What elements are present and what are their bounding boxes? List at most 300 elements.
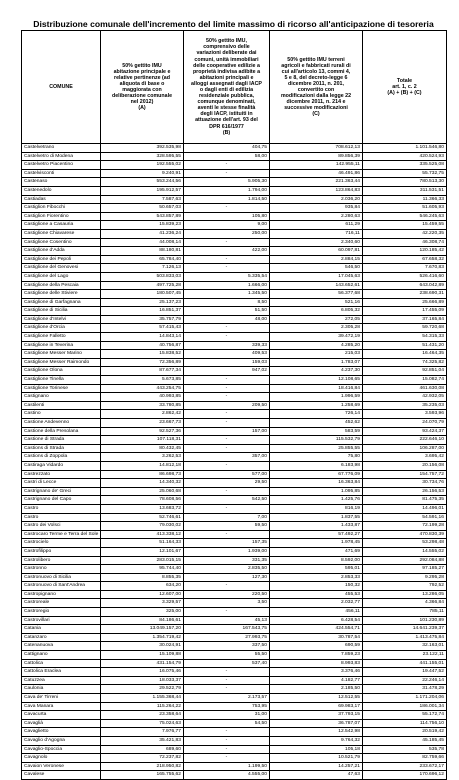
cell-col-b: 167.543,75 xyxy=(184,625,270,634)
cell-col-b: 1.345,50 xyxy=(184,290,270,299)
cell-total: 24.070,79 xyxy=(363,419,447,428)
cell-col-a: 107.118,31 xyxy=(101,436,184,445)
cell-col-b: 59,50 xyxy=(184,522,270,531)
cell-col-b: - xyxy=(184,204,270,213)
cell-comune: Cattignano xyxy=(22,651,101,660)
cell-col-b: 753,95 xyxy=(184,702,270,711)
cell-total: 20.519,42 xyxy=(363,728,447,737)
cell-comune: Castiglione della Pescaia xyxy=(22,281,101,290)
cell-comune: Castiglione Torinese xyxy=(22,384,101,393)
cell-col-a: 33.780,85 xyxy=(101,401,184,410)
cell-col-a: 13.683,72 xyxy=(101,504,184,513)
cell-comune: Castelvetro Piacentino xyxy=(22,161,101,170)
table-row xyxy=(22,633,447,642)
cell-col-b: - xyxy=(184,169,270,178)
cell-col-a: 7.126,13 xyxy=(101,264,184,273)
table-row xyxy=(22,513,447,522)
table-row xyxy=(22,272,447,281)
cell-col-c: 17.045,63 xyxy=(270,272,363,281)
cell-col-c: 9.764,32 xyxy=(270,736,363,745)
cell-col-a: 79.030,02 xyxy=(101,522,184,531)
cell-col-c: 424.554,71 xyxy=(270,625,363,634)
cell-col-b: 1.794,00 xyxy=(184,186,270,195)
cell-total: 32.163,01 xyxy=(363,642,447,651)
cell-col-a: 115.264,22 xyxy=(101,702,184,711)
cell-comune: Castrolibero xyxy=(22,556,101,565)
cell-col-c: 6.805,32 xyxy=(270,307,363,316)
table-row xyxy=(22,745,447,754)
cell-comune: Castronuovo di Sicilia xyxy=(22,573,101,582)
cell-col-c: 583,59 xyxy=(270,427,363,436)
cell-total: 25.666,89 xyxy=(363,298,447,307)
table-row xyxy=(22,264,447,273)
cell-col-b: - xyxy=(184,333,270,342)
cell-comune: Castiglione Messer Raimondo xyxy=(22,358,101,367)
cell-col-a: 86.698,73 xyxy=(101,470,184,479)
cell-col-c: 105,18 xyxy=(270,745,363,754)
cell-col-c: 3.376,46 xyxy=(270,668,363,677)
cell-col-a: 87.677,34 xyxy=(101,367,184,376)
cell-col-c: 726,14 xyxy=(270,410,363,419)
cell-comune: Castiglione d'Orcia xyxy=(22,324,101,333)
cell-col-b: 250,00 xyxy=(184,229,270,238)
table-row xyxy=(22,659,447,668)
cell-col-a: 65.784,40 xyxy=(101,255,184,264)
cell-col-c: 123.864,83 xyxy=(270,186,363,195)
cell-total: 35.235,03 xyxy=(363,401,447,410)
cell-col-a: 180.507,45 xyxy=(101,290,184,299)
cell-comune: Castro dei Volsci xyxy=(22,522,101,531)
cell-col-c: 30.787,54 xyxy=(270,633,363,642)
cell-col-b: - xyxy=(184,668,270,677)
cell-total: 785,11 xyxy=(363,608,447,617)
table-row xyxy=(22,573,447,582)
cell-total: 233.672,17 xyxy=(363,762,447,771)
cell-col-a: 25.137,23 xyxy=(101,298,184,307)
cell-col-c: 1.837,55 xyxy=(270,513,363,522)
table-row xyxy=(22,479,447,488)
cell-col-a: 16.075,46 xyxy=(101,668,184,677)
cell-total: 15.082,74 xyxy=(363,376,447,385)
table-row xyxy=(22,358,447,367)
cell-col-c: 1.996,59 xyxy=(270,393,363,402)
cell-col-c: 143.652,61 xyxy=(270,281,363,290)
cell-col-c: 690,59 xyxy=(270,642,363,651)
cell-col-b: - xyxy=(184,676,270,685)
cell-col-c: 4.182,77 xyxy=(270,676,363,685)
cell-comune: Castiglione Chiavarese xyxy=(22,229,101,238)
cell-col-c: 37.793,15 xyxy=(270,711,363,720)
cell-col-b: - xyxy=(184,444,270,453)
cell-col-a: 689,60 xyxy=(101,745,184,754)
cell-col-b: 157,35 xyxy=(184,539,270,548)
distribution-table xyxy=(21,30,447,780)
cell-col-a: 40.993,85 xyxy=(101,393,184,402)
cell-comune: Cavagnolo xyxy=(22,754,101,763)
cell-col-a: 57.415,43 xyxy=(101,324,184,333)
cell-col-a: 392.535,98 xyxy=(101,144,184,153)
cell-comune: Cattolica xyxy=(22,659,101,668)
cell-total: 120.185,42 xyxy=(363,247,447,256)
cell-col-c: 8.592,00 xyxy=(270,556,363,565)
cell-col-b: 48,00 xyxy=(184,315,270,324)
cell-total: 20.156,08 xyxy=(363,461,447,470)
cell-total: 97.185,27 xyxy=(363,565,447,574)
document-title: Distribuzione comunale dell'incremento del limite massimo di ricorso all'anticipazione di tesoreria xyxy=(33,19,434,29)
cell-col-a: 431.154,79 xyxy=(101,659,184,668)
table-row xyxy=(22,470,447,479)
cell-col-b: 58,00 xyxy=(184,152,270,161)
cell-col-c: 7.859,23 xyxy=(270,651,363,660)
table-row xyxy=(22,556,447,565)
cell-col-a: 44.008,14 xyxy=(101,238,184,247)
cell-col-b: - xyxy=(184,487,270,496)
table-row xyxy=(22,762,447,771)
cell-col-c: 521,16 xyxy=(270,298,363,307)
cell-col-a: 50.657,03 xyxy=(101,204,184,213)
cell-comune: Castiglione d'Intelvi xyxy=(22,315,101,324)
cell-col-c: 595,01 xyxy=(270,565,363,574)
cell-col-a: 40.756,87 xyxy=(101,341,184,350)
cell-comune: Cavaion Veronese xyxy=(22,762,101,771)
cell-col-c: 1.978,45 xyxy=(270,539,363,548)
cell-col-c: 2.305,28 xyxy=(270,324,363,333)
cell-col-c: 56.377,68 xyxy=(270,290,363,299)
cell-total: 55.172,74 xyxy=(363,711,447,720)
cell-col-c: 10.521,79 xyxy=(270,754,363,763)
cell-total: 19.447,52 xyxy=(363,668,447,677)
cell-total: 92.851,04 xyxy=(363,367,447,376)
cell-col-c: 75,80 xyxy=(270,453,363,462)
cell-comune: Catania xyxy=(22,625,101,634)
table-body xyxy=(22,144,447,780)
cell-col-b: 159,03 xyxy=(184,358,270,367)
cell-col-c: 708.612,13 xyxy=(270,144,363,153)
cell-col-b: 422,00 xyxy=(184,247,270,256)
cell-col-c: 1.095,85 xyxy=(270,487,363,496)
table-row xyxy=(22,616,447,625)
cell-total: 14.496,01 xyxy=(363,504,447,513)
cell-comune: Castroregio xyxy=(22,608,101,617)
cell-total: 42.932,05 xyxy=(363,393,447,402)
cell-total: 51.605,93 xyxy=(363,204,447,213)
cell-total: 780.513,30 xyxy=(363,178,447,187)
cell-comune: Castions di Strada xyxy=(22,444,101,453)
cell-col-b: - xyxy=(184,728,270,737)
table-row xyxy=(22,590,447,599)
cell-comune: Castiglione di Garfagnana xyxy=(22,298,101,307)
cell-col-b: - xyxy=(184,384,270,393)
table-row xyxy=(22,315,447,324)
header-col-c: 50% gettito IMU terreni agricoli e fabbricati rurali di cui all'articolo 13, commi 4, 5 e 8, del decreto-legge 6 dicembre 2011, n. 201, convertito con modificazioni dalla legge 22 dicembre 2011, n. 214 e successive modificazioni (C) xyxy=(270,31,363,144)
cell-col-b: 339,33 xyxy=(184,341,270,350)
table-row xyxy=(22,144,447,153)
cell-comune: Cattolica Eraclea xyxy=(22,668,101,677)
cell-total: 461.630,08 xyxy=(363,384,447,393)
cell-col-c: 6.428,54 xyxy=(270,616,363,625)
cell-total: 11.366,33 xyxy=(363,195,447,204)
cell-col-a: 14.340,32 xyxy=(101,479,184,488)
table-row xyxy=(22,728,447,737)
cell-total: 441.155,01 xyxy=(363,659,447,668)
table-row xyxy=(22,565,447,574)
table-row xyxy=(22,384,447,393)
cell-col-b: 337,50 xyxy=(184,642,270,651)
cell-comune: Castenedolo xyxy=(22,186,101,195)
table-row xyxy=(22,461,447,470)
cell-col-b: 31,00 xyxy=(184,711,270,720)
cell-col-c: 4.237,30 xyxy=(270,367,363,376)
cell-total: 31.478,29 xyxy=(363,685,447,694)
cell-col-b: 5.335,54 xyxy=(184,272,270,281)
header-total: Totale art. 1, c. 2 (A) + (B) + (C) xyxy=(363,31,447,144)
cell-col-b: 1.199,50 xyxy=(184,762,270,771)
cell-col-b: 55,50 xyxy=(184,651,270,660)
cell-col-c: 25.855,55 xyxy=(270,444,363,453)
cell-col-b: - xyxy=(184,608,270,617)
cell-total: 45.185,45 xyxy=(363,736,447,745)
cell-col-a: 195.912,57 xyxy=(101,186,184,195)
cell-col-a: 72.356,89 xyxy=(101,358,184,367)
table-row xyxy=(22,719,447,728)
table-row xyxy=(22,178,447,187)
cell-col-c: 69.983,17 xyxy=(270,702,363,711)
cell-col-a: 7.587,63 xyxy=(101,195,184,204)
cell-col-a: 543.857,89 xyxy=(101,212,184,221)
cell-col-c: 39.472,19 xyxy=(270,333,363,342)
cell-col-b: 127,30 xyxy=(184,573,270,582)
cell-col-b: 9,00 xyxy=(184,221,270,230)
cell-total: 3.593,96 xyxy=(363,410,447,419)
cell-col-b: 220,50 xyxy=(184,590,270,599)
cell-comune: Castiglione del Genovesi xyxy=(22,264,101,273)
cell-total: 16.464,35 xyxy=(363,350,447,359)
cell-col-b: 2.173,57 xyxy=(184,694,270,703)
table-row xyxy=(22,307,447,316)
cell-col-c: 546,50 xyxy=(270,264,363,273)
cell-comune: Castiglione di Sicilia xyxy=(22,307,101,316)
cell-col-a: 413.338,12 xyxy=(101,530,184,539)
cell-total: 420.524,93 xyxy=(363,152,447,161)
cell-col-c: 115.532,79 xyxy=(270,436,363,445)
cell-col-a: 84.186,61 xyxy=(101,616,184,625)
cell-comune: Castrovillari xyxy=(22,616,101,625)
cell-col-a: 95.744,40 xyxy=(101,565,184,574)
table-row xyxy=(22,410,447,419)
cell-total: 51.431,20 xyxy=(363,341,447,350)
cell-col-a: 35.757,79 xyxy=(101,315,184,324)
cell-total: 54.315,33 xyxy=(363,333,447,342)
cell-col-a: 325,00 xyxy=(101,608,184,617)
cell-total: 14.555,02 xyxy=(363,547,447,556)
cell-comune: Cavaglio-Spoccia xyxy=(22,745,101,754)
cell-col-a: 35.421,83 xyxy=(101,736,184,745)
cell-col-b: - xyxy=(184,504,270,513)
cell-col-b: 1.666,00 xyxy=(184,281,270,290)
cell-comune: Cavaglio d'Agogna xyxy=(22,736,101,745)
table-header-row xyxy=(22,31,447,144)
cell-col-b: 947,02 xyxy=(184,367,270,376)
cell-total: 106.287,00 xyxy=(363,444,447,453)
cell-total: 67.658,32 xyxy=(363,255,447,264)
table-row xyxy=(22,711,447,720)
cell-comune: Castropignano xyxy=(22,590,101,599)
cell-comune: Castiraga Vidardo xyxy=(22,461,101,470)
cell-total: 186.001,34 xyxy=(363,702,447,711)
cell-col-c: 2.032,77 xyxy=(270,599,363,608)
cell-comune: Castiadas xyxy=(22,195,101,204)
cell-comune: Castiglion Fiorentino xyxy=(22,212,101,221)
cell-col-b: 1.939,00 xyxy=(184,547,270,556)
cell-col-b: 209,50 xyxy=(184,401,270,410)
cell-col-c: 1.433,87 xyxy=(270,522,363,531)
cell-comune: Cava Manara xyxy=(22,702,101,711)
cell-col-a: 13.049.157,20 xyxy=(101,625,184,634)
cell-col-b: 357,00 xyxy=(184,453,270,462)
cell-comune: Caulonia xyxy=(22,685,101,694)
cell-total: 14.641.239,37 xyxy=(363,625,447,634)
cell-col-a: 14.812,18 xyxy=(101,461,184,470)
table-row xyxy=(22,186,447,195)
cell-total: 114.756,10 xyxy=(363,719,447,728)
cell-comune: Castro xyxy=(22,504,101,513)
cell-col-b: - xyxy=(184,161,270,170)
cell-col-b: 54,50 xyxy=(184,719,270,728)
cell-col-a: 1.155.368,44 xyxy=(101,694,184,703)
table-row xyxy=(22,195,447,204)
cell-col-c: 456,11 xyxy=(270,608,363,617)
cell-col-a: 51.164,33 xyxy=(101,539,184,548)
cell-col-b: 157,00 xyxy=(184,427,270,436)
cell-comune: Cavaglietto xyxy=(22,728,101,737)
cell-comune: Castiglione Tinella xyxy=(22,376,101,385)
cell-total: 1.413.475,84 xyxy=(363,633,447,642)
table-row xyxy=(22,376,447,385)
cell-comune: Castiglione Messer Marino xyxy=(22,350,101,359)
table-row xyxy=(22,754,447,763)
cell-col-a: 18.033,37 xyxy=(101,676,184,685)
cell-col-b: 409,53 xyxy=(184,350,270,359)
table-row xyxy=(22,393,447,402)
cell-col-b: - xyxy=(184,754,270,763)
table-row xyxy=(22,530,447,539)
cell-col-c: 272,05 xyxy=(270,315,363,324)
table-row xyxy=(22,453,447,462)
cell-col-b: - xyxy=(184,255,270,264)
cell-comune: Cava de' Tirreni xyxy=(22,694,101,703)
cell-total: 222.646,10 xyxy=(363,436,447,445)
cell-col-b: - xyxy=(184,264,270,273)
cell-comune: Castroreale xyxy=(22,599,101,608)
cell-col-c: 18.416,84 xyxy=(270,384,363,393)
table-row xyxy=(22,229,447,238)
cell-col-b: - xyxy=(184,736,270,745)
cell-col-b: 3,50 xyxy=(184,599,270,608)
cell-col-c: 1.783,07 xyxy=(270,358,363,367)
cell-col-c: 221.363,44 xyxy=(270,178,363,187)
cell-col-c: 2.340,60 xyxy=(270,238,363,247)
cell-col-b: - xyxy=(184,238,270,247)
table-row xyxy=(22,169,447,178)
cell-col-a: 41.236,24 xyxy=(101,229,184,238)
cell-col-a: 78.608,56 xyxy=(101,496,184,505)
cell-total: 30.734,76 xyxy=(363,479,447,488)
table-row xyxy=(22,547,447,556)
table-row xyxy=(22,676,447,685)
cell-comune: Castione della Presolana xyxy=(22,427,101,436)
cell-col-a: 328.595,55 xyxy=(101,152,184,161)
cell-col-b: 4.555,00 xyxy=(184,771,270,780)
table-row xyxy=(22,582,447,591)
cell-total: 7.670,83 xyxy=(363,264,447,273)
cell-col-c: 452,62 xyxy=(270,419,363,428)
cell-total: 526.416,60 xyxy=(363,272,447,281)
table-row xyxy=(22,367,447,376)
cell-col-c: 935,84 xyxy=(270,204,363,213)
cell-col-c: 150,32 xyxy=(270,582,363,591)
cell-col-c: 2.036,20 xyxy=(270,195,363,204)
cell-comune: Castiglione a Casauria xyxy=(22,221,101,230)
cell-col-a: 12.101,67 xyxy=(101,547,184,556)
cell-col-c: 215,03 xyxy=(270,350,363,359)
cell-total: 26.156,53 xyxy=(363,487,447,496)
cell-comune: Catanzaro xyxy=(22,633,101,642)
cell-col-c: 89.856,39 xyxy=(270,152,363,161)
cell-col-a: 443.254,75 xyxy=(101,384,184,393)
cell-col-b: 2.835,50 xyxy=(184,565,270,574)
header-col-b: 50% gettito IMU, comprensivo delle variazioni deliberate dai comuni, unità immobiliari delle cooperative edilizie a proprietà indivisa adibite a abitazioni principali e alloggi assegnati dagli IACP o dagli enti di edilizia residenziale pubblica, comunque denominati, aventi le stesse finalità degli IACP, istituiti in attuazione dell'art. 93 del DPR 616/1977 (B) xyxy=(184,31,270,144)
cell-comune: Castiglione in Teverina xyxy=(22,341,101,350)
cell-total: 46.308,74 xyxy=(363,238,447,247)
cell-col-a: 553.244,56 xyxy=(101,178,184,187)
table-row xyxy=(22,736,447,745)
cell-total: 546.245,63 xyxy=(363,212,447,221)
table-row xyxy=(22,685,447,694)
cell-col-a: 75.024,63 xyxy=(101,719,184,728)
cell-comune: Castiglione Cosentino xyxy=(22,238,101,247)
cell-total: 470.830,39 xyxy=(363,530,447,539)
cell-col-b: - xyxy=(184,461,270,470)
cell-col-a: 12.607,00 xyxy=(101,590,184,599)
cell-col-a: 8.855,35 xyxy=(101,573,184,582)
cell-col-a: 29.522,79 xyxy=(101,685,184,694)
cell-col-a: 23.667,73 xyxy=(101,419,184,428)
cell-comune: Castiglion Fibocchi xyxy=(22,204,101,213)
cell-col-a: 92.527,36 xyxy=(101,427,184,436)
cell-col-c: 46.491,86 xyxy=(270,169,363,178)
cell-col-a: 2.862,42 xyxy=(101,410,184,419)
cell-col-a: 88.180,81 xyxy=(101,247,184,256)
cell-comune: Castrezzato xyxy=(22,470,101,479)
cell-comune: Catenanuova xyxy=(22,642,101,651)
cell-total: 1.101.546,80 xyxy=(363,144,447,153)
cell-total: 55.732,75 xyxy=(363,169,447,178)
cell-total: 37.165,84 xyxy=(363,315,447,324)
cell-total: 9.295,28 xyxy=(363,573,447,582)
cell-col-b: 577,00 xyxy=(184,470,270,479)
cell-col-c: 716,11 xyxy=(270,229,363,238)
cell-comune: Castiglione d'Adda xyxy=(22,247,101,256)
cell-col-c: 4.285,20 xyxy=(270,341,363,350)
cell-col-b: - xyxy=(184,745,270,754)
cell-total: 74.325,82 xyxy=(363,358,447,367)
cell-col-a: 30.024,91 xyxy=(101,642,184,651)
cell-col-b: - xyxy=(184,530,270,539)
cell-col-a: 80.432,45 xyxy=(101,444,184,453)
table-row xyxy=(22,427,447,436)
cell-col-a: 165.755,62 xyxy=(101,771,184,780)
cell-total: 81.475,35 xyxy=(363,496,447,505)
